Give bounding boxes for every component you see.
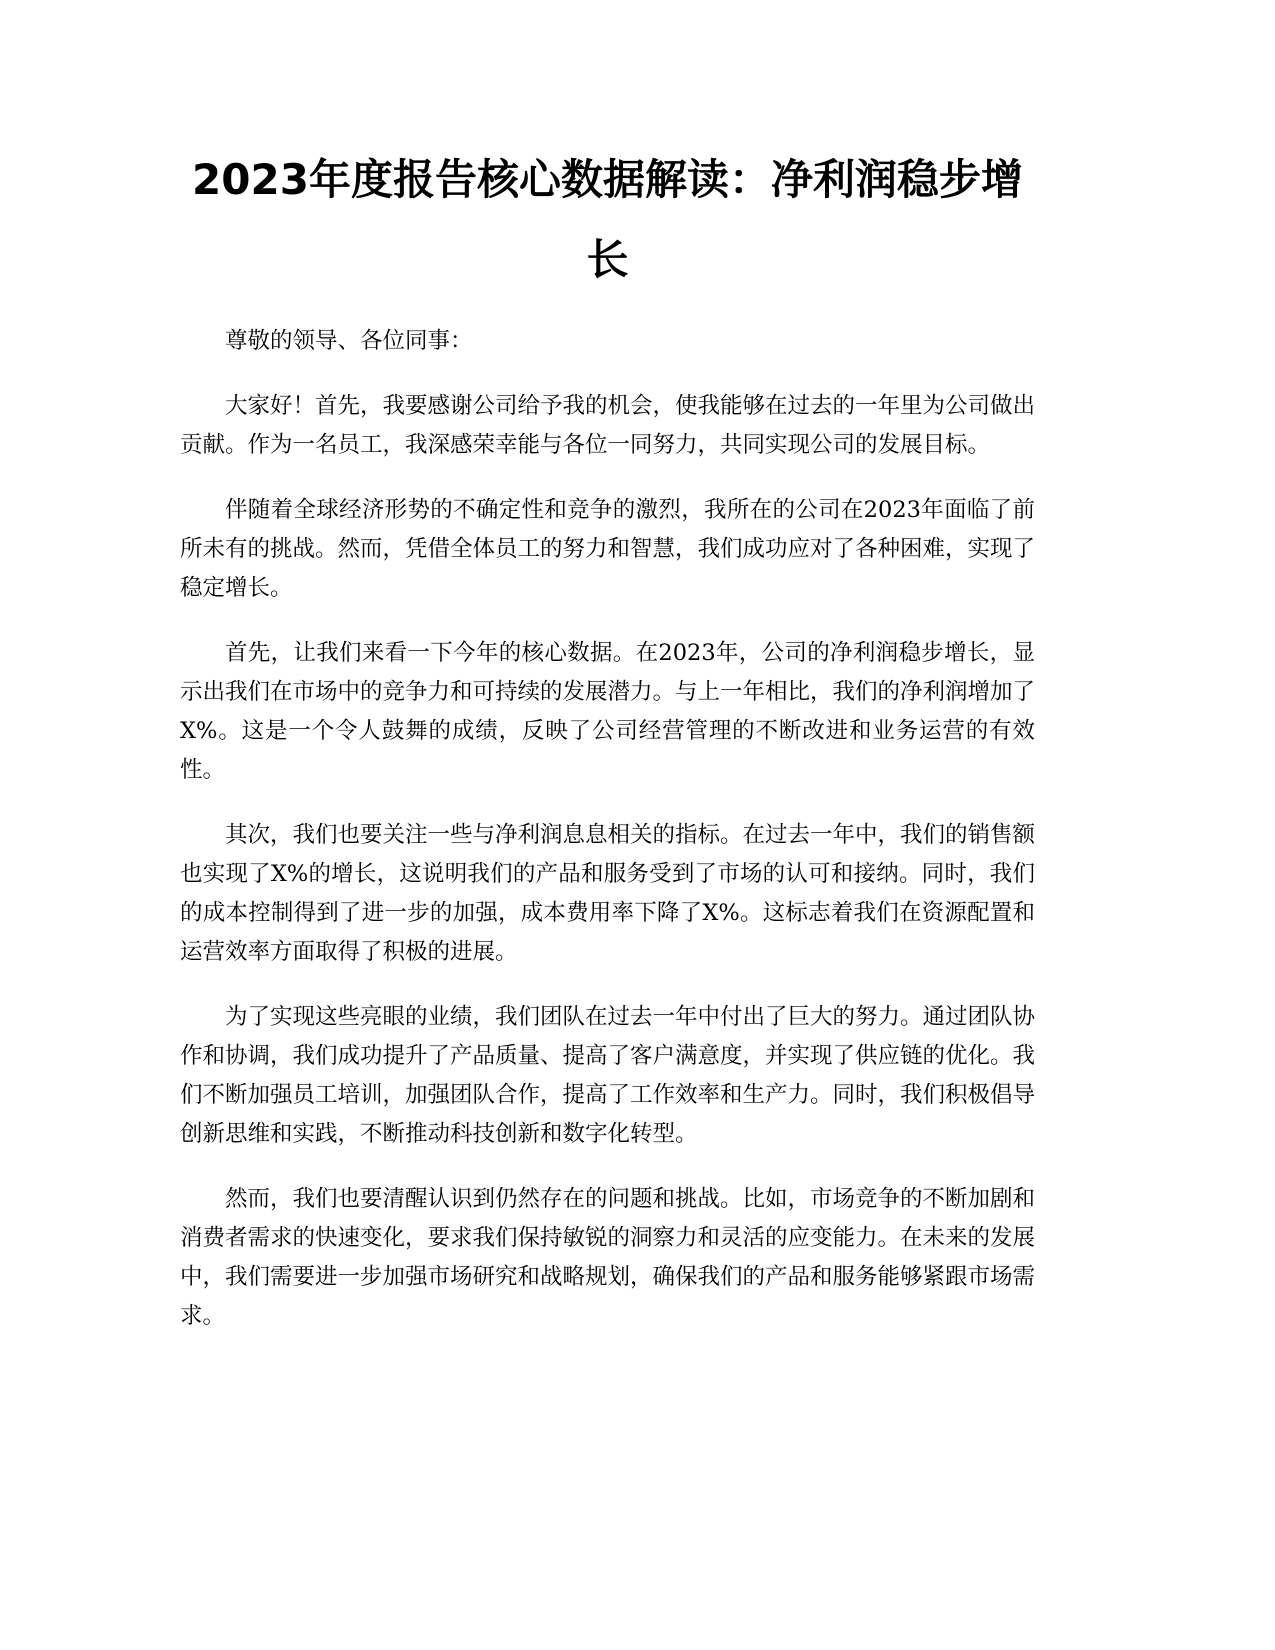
paragraph-5: 为了实现这些亮眼的业绩，我们团队在过去一年中付出了巨大的努力。通过团队协作和协调，我们成功提升了产品质量、提高了客户满意度，并实现了供应链的优化。我们不断加强员工培训，加强团队合作，提高了工作效率和生产力。同时，我们积极倡导创新思维和实践，不断推动科技创新和数字化转型。 [180,1004,1036,1147]
document-page [180,140,1035,1362]
paragraph-1: 大家好！首先，我要感谢公司给予我的机会，使我能够在过去的一年里为公司做出贡献。作为一名员工，我深感荣幸能与各位一同努力，共同实现公司的发展目标。 [180,393,1036,458]
paragraph-4: 其次，我们也要关注一些与净利润息息相关的指标。在过去一年中，我们的销售额也实现了X%的增长，这说明我们的产品和服务受到了市场的认可和接纳。同时，我们的成本控制得到了进一步的加强，成本费用率下降了X%。这标志着我们在资源配置和运营效率方面取得了积极的进展。 [180,822,1036,965]
paragraph-2: 伴随着全球经济形势的不确定性和竞争的激烈，我所在的公司在2023年面临了前所未有的挑战。然而，凭借全体员工的努力和智慧，我们成功应对了各种困难，实现了稳定增长。 [180,497,1036,601]
paragraph-6: 然而，我们也要清醒认识到仍然存在的问题和挑战。比如，市场竞争的不断加剧和消费者需求的快速变化，要求我们保持敏锐的洞察力和灵活的应变能力。在未来的发展中，我们需要进一步加强市场研究和战略规划，确保我们的产品和服务能够紧跟市场需求。 [180,1186,1036,1329]
salutation: 尊敬的领导、各位同事： [225,328,473,354]
document-title: 2023年度报告核心数据解读：净利润稳步增长 [192,155,1023,284]
paragraph-3: 首先，让我们来看一下今年的核心数据。在2023年，公司的净利润稳步增长，显示出我们在市场中的竞争力和可持续的发展潜力。与上一年相比，我们的净利润增加了X%。这是一个令人鼓舞的成绩，反映了公司经营管理的不断改进和业务运营的有效性。 [180,640,1036,783]
